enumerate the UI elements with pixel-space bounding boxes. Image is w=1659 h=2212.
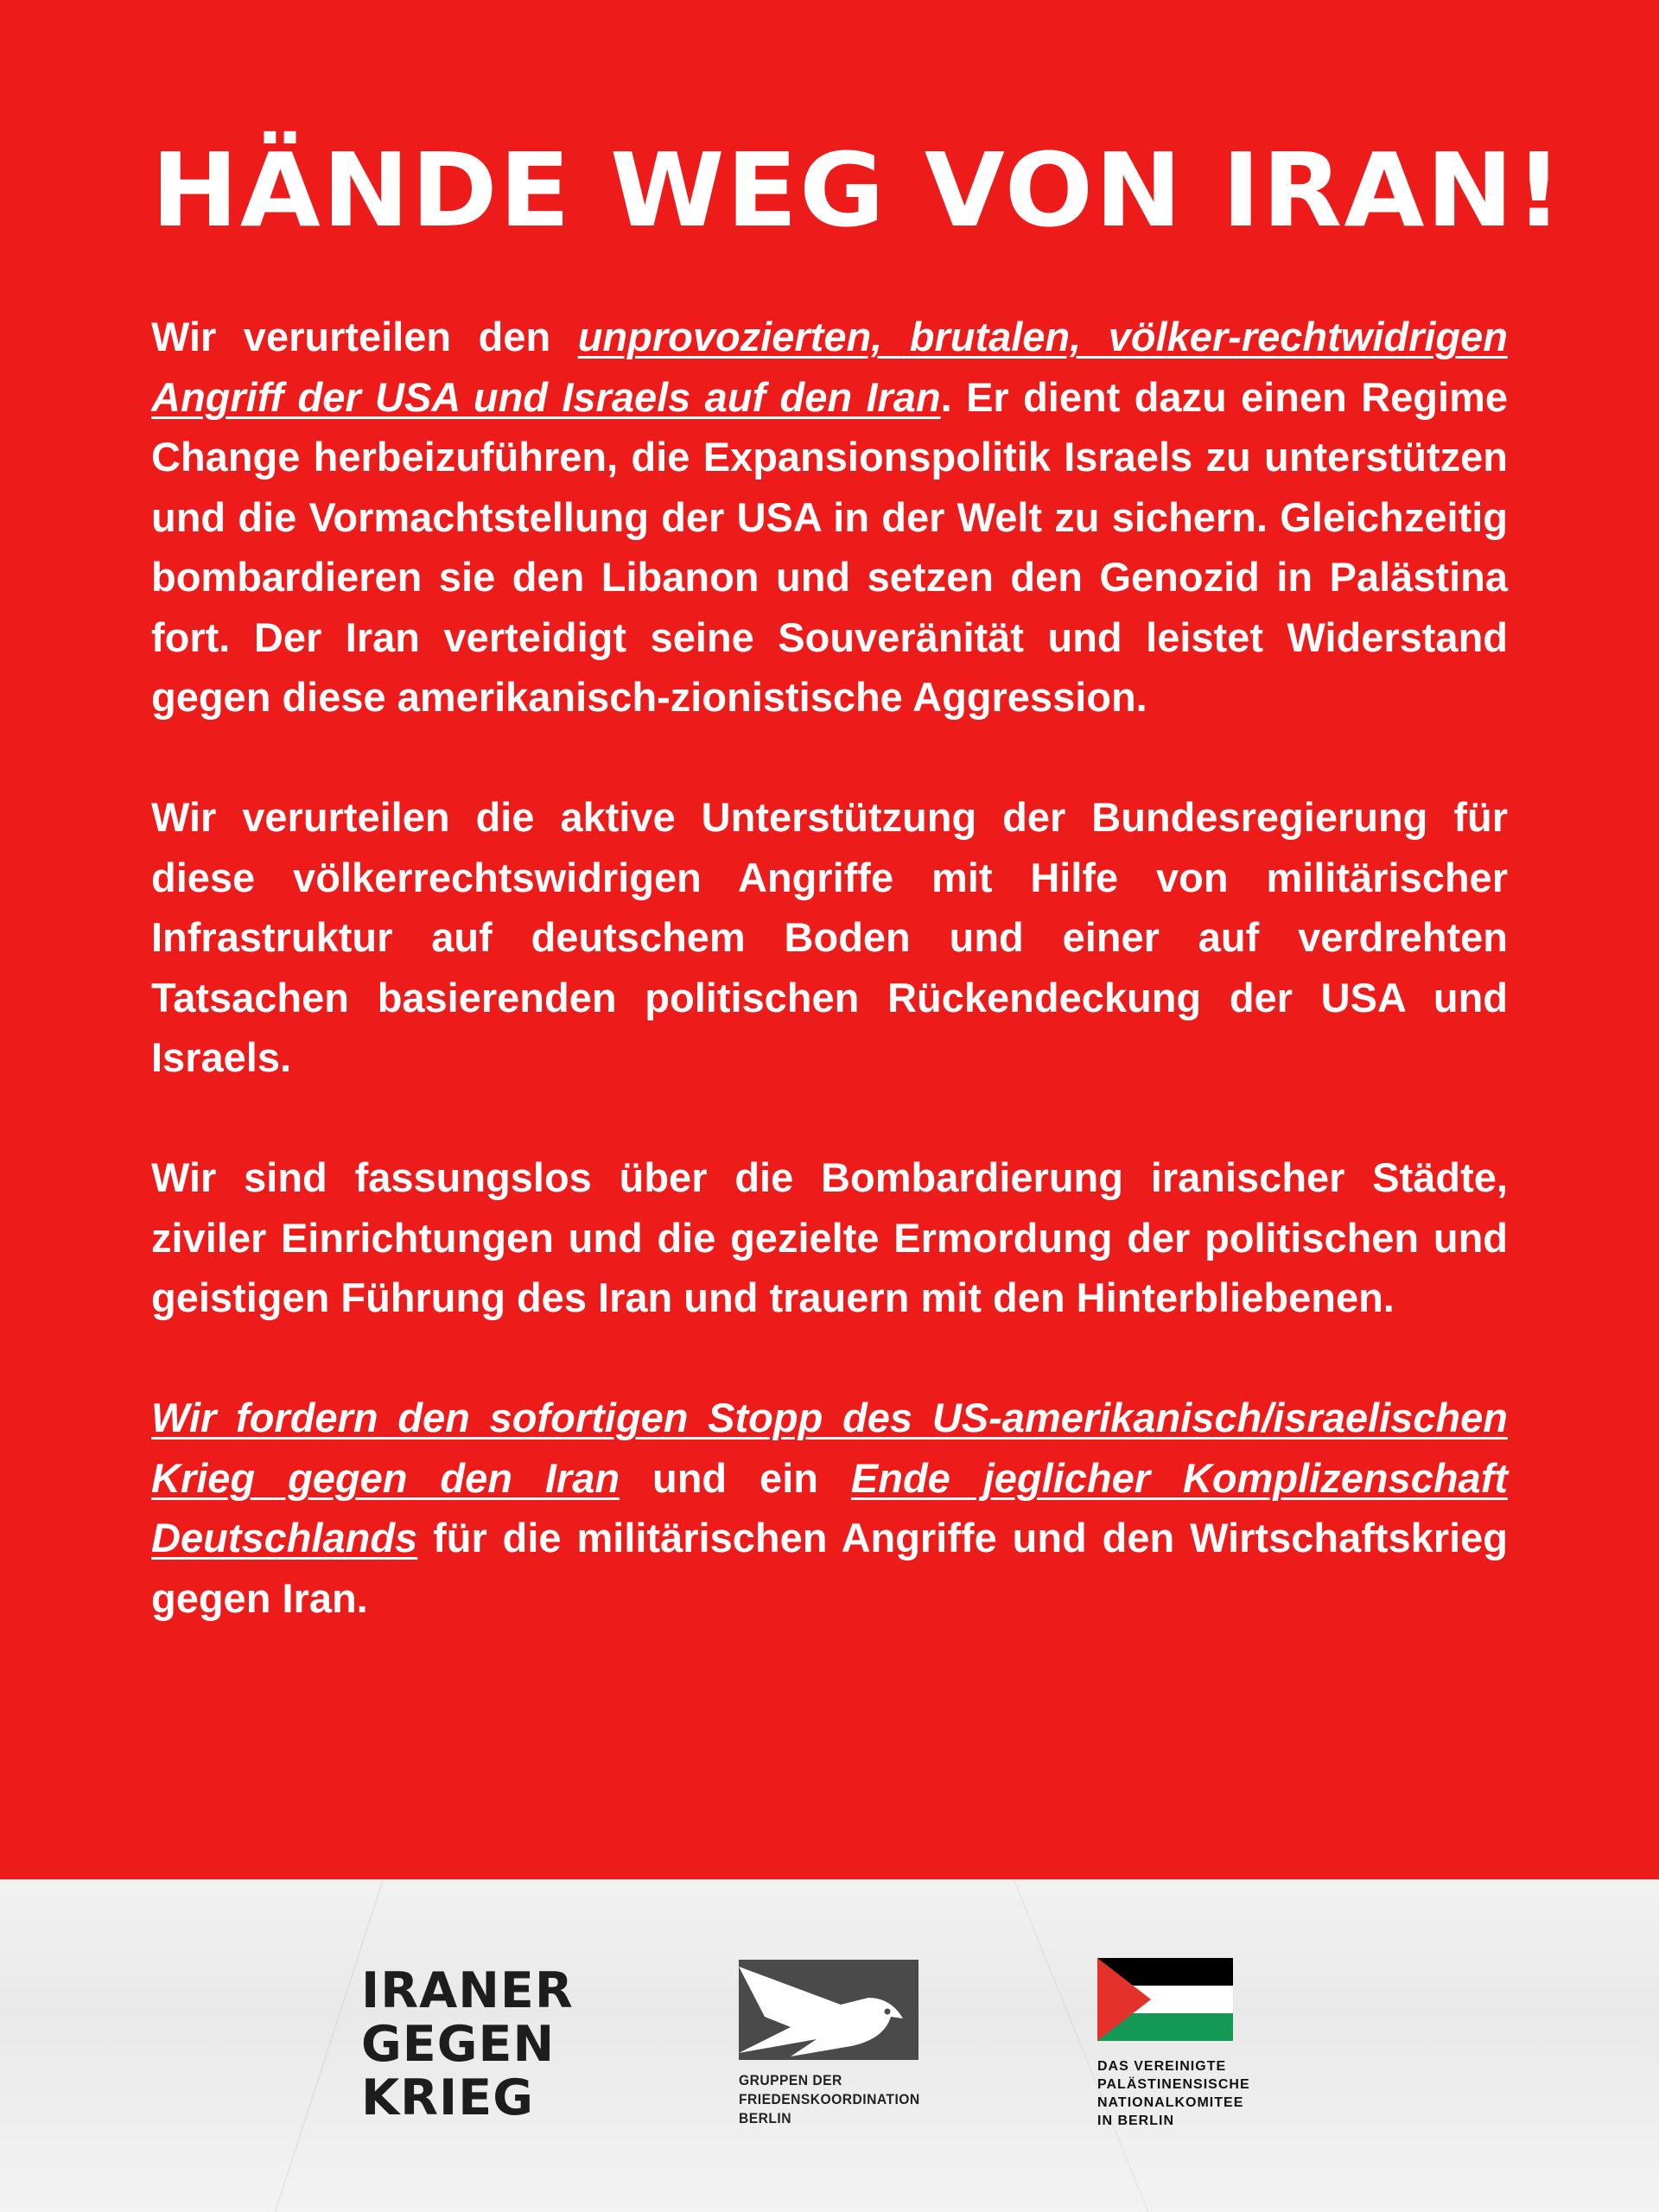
nationalkomitee-label — [1097, 2057, 1287, 2130]
statement-text — [151, 307, 1508, 1628]
logo-line: PALÄSTINENSISCHE — [1097, 2077, 1250, 2092]
paragraph-text: Wir sind fassungslos über die Bombardierung iranischer Städte, ziviler Einrichtungen und die gezielte Ermordung der politischen und geistigen Führung des Iran und trauern mit den Hinterbliebenen. — [151, 1154, 1508, 1320]
paragraph-text: und ein — [620, 1454, 851, 1501]
logo-line: GEGEN — [361, 2016, 556, 2073]
iraner-gegen-krieg-logo — [361, 1964, 574, 2125]
friedenskoordination-label — [739, 2071, 945, 2128]
paper-crease — [1013, 1879, 1149, 2212]
emphasized-text: unprovozierten, brutalen, völker-rechtwidrigen Angriff der USA und Israels auf den Iran — [151, 314, 1508, 420]
emphasized-text: Ende jeglicher Komplizenschaft Deutschlands — [151, 1454, 1508, 1560]
paragraph-text: . Er dient dazu einen Regime Change herbeizuführen, die Expansionspolitik Israels zu unterstützen und die Vormachtstellung der USA in der Welt zu sichern. Gleichzeitig bombardieren sie den Libanon und setzen den Genozid in Palästina fort. Der Iran verteidigt seine Souveränität und leistet Widerstand gegen diese amerikanisch-zionistische Aggression. — [151, 373, 1509, 720]
logo-line: IN BERLIN — [1097, 2113, 1174, 2128]
logo-line: GRUPPEN DER — [739, 2072, 842, 2088]
palestine-flag-icon — [1097, 1958, 1233, 2041]
logo-line: IRANER — [361, 1962, 574, 2019]
paragraph-text: Wir verurteilen den — [151, 314, 578, 359]
paragraph-text: Wir verurteilen die aktive Unterstützung der Bundesregierung für diese völkerrechtswidrigen Angriffe mit Hilfe von militärischer Infrastruktur auf deutschem Boden und einer auf verdrehten Tatsachen basierenden politischen Rückendeckung der USA und Israels. — [151, 794, 1508, 1080]
paragraph-3 — [151, 1147, 1508, 1328]
logo-line: DAS VEREINIGTE — [1097, 2059, 1227, 2074]
dove-icon — [739, 1960, 918, 2060]
logo-line: NATIONALKOMITEE — [1097, 2095, 1244, 2110]
logo-line: BERLIN — [739, 2110, 791, 2126]
paragraph-1 — [151, 307, 1508, 728]
emphasized-text: Wir fordern den sofortigen Stopp des US-amerikanisch/israelischen Krieg gegen den Iran — [151, 1395, 1508, 1501]
paragraph-4 — [151, 1388, 1508, 1628]
page-title: HÄNDE WEG VON IRAN! — [151, 130, 1565, 250]
logo-line: KRIEG — [361, 2069, 534, 2126]
logo-line: FRIEDENSKOORDINATION — [739, 2091, 920, 2107]
paragraph-text: für die militärischen Angriffe und den Wirtschaftskrieg gegen Iran. — [151, 1515, 1508, 1621]
paragraph-2 — [151, 787, 1508, 1088]
